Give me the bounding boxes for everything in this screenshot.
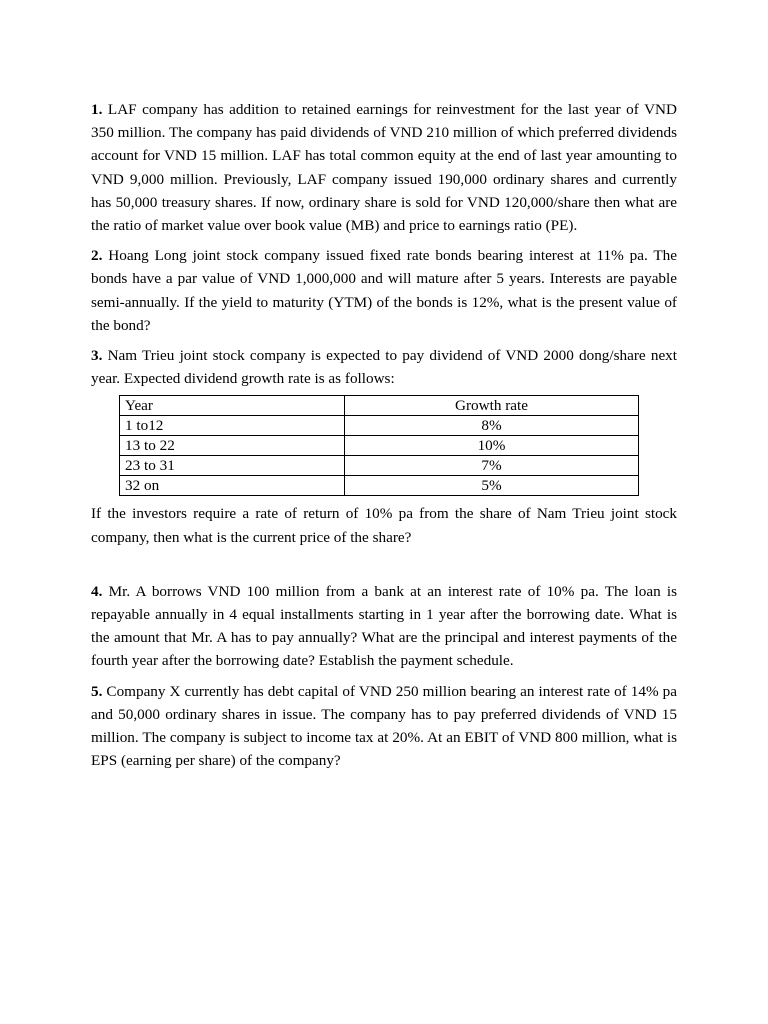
question-text: Mr. A borrows VND 100 million from a bank at an interest rate of 10% pa. The loan is repayable annually in 4 equal installments starting in 1 year after the borrowing date. What is the amount that Mr. A has to pay annually? What are the principal and interest payments of the fourth year after the borrowing date? Establish the payment schedule. bbox=[91, 582, 677, 670]
table-cell: 10% bbox=[345, 436, 639, 456]
question-number: 4. bbox=[91, 582, 103, 600]
table-cell: 5% bbox=[345, 476, 639, 496]
table-header-row bbox=[120, 396, 639, 416]
question-3 bbox=[91, 344, 677, 390]
table-cell: 32 on bbox=[120, 476, 345, 496]
question-1 bbox=[91, 98, 677, 237]
table-cell: 23 to 31 bbox=[120, 456, 345, 476]
question-number: 5. bbox=[91, 682, 103, 700]
table-cell: 8% bbox=[345, 416, 639, 436]
question-2 bbox=[91, 244, 677, 337]
table-cell: 1 to12 bbox=[120, 416, 345, 436]
table-cell: 7% bbox=[345, 456, 639, 476]
question-text: Hoang Long joint stock company issued fixed rate bonds bearing interest at 11% pa. The bonds have a par value of VND 1,000,000 and will mature after 5 years. Interests are payable semi-annually. If the yield to maturity (YTM) of the bonds is 12%, what is the present value of the bond? bbox=[91, 247, 677, 334]
growth-rate-table bbox=[119, 395, 639, 496]
document-page bbox=[91, 98, 677, 772]
question-text: Company X currently has debt capital of VND 250 million bearing an interest rate of 14% pa and 50,000 ordinary shares in issue. The company has to pay preferred dividends of VND 15 million. The company is subject to income tax at 20%. At an EBIT of VND 800 million, what is EPS (earning per share) of the company? bbox=[91, 682, 677, 770]
question-text: Nam Trieu joint stock company is expected to pay dividend of VND 2000 dong/share next year. Expected dividend growth rate is as follows: bbox=[91, 347, 677, 388]
table-header-cell: Year bbox=[120, 396, 345, 416]
table-row bbox=[120, 456, 639, 476]
question-number: 1. bbox=[91, 101, 103, 118]
question-text: LAF company has addition to retained earnings for reinvestment for the last year of VND 350 million. The company has paid dividends of VND 210 million of which preferred dividends account for VND 15 million. LAF has total common equity at the end of last year amounting to VND 9,000 million. Previously, LAF company issued 190,000 ordinary shares and currently has 50,000 treasury shares. If now, ordinary share is sold for VND 120,000/share then what are the ratio of market value over book value (MB) and price to earnings ratio (PE). bbox=[91, 101, 677, 235]
question-number: 3. bbox=[91, 347, 103, 365]
table-header-cell: Growth rate bbox=[345, 396, 639, 416]
table-cell: 13 to 22 bbox=[120, 436, 345, 456]
question-number: 2. bbox=[91, 247, 103, 265]
table-row bbox=[120, 416, 639, 436]
question-3-continuation: If the investors require a rate of return of 10% pa from the share of Nam Trieu joint stock company, then what is the current price of the share? bbox=[91, 505, 677, 546]
table-row bbox=[120, 436, 639, 456]
question-4 bbox=[91, 580, 677, 673]
table-row bbox=[120, 476, 639, 496]
question-5 bbox=[91, 680, 677, 773]
